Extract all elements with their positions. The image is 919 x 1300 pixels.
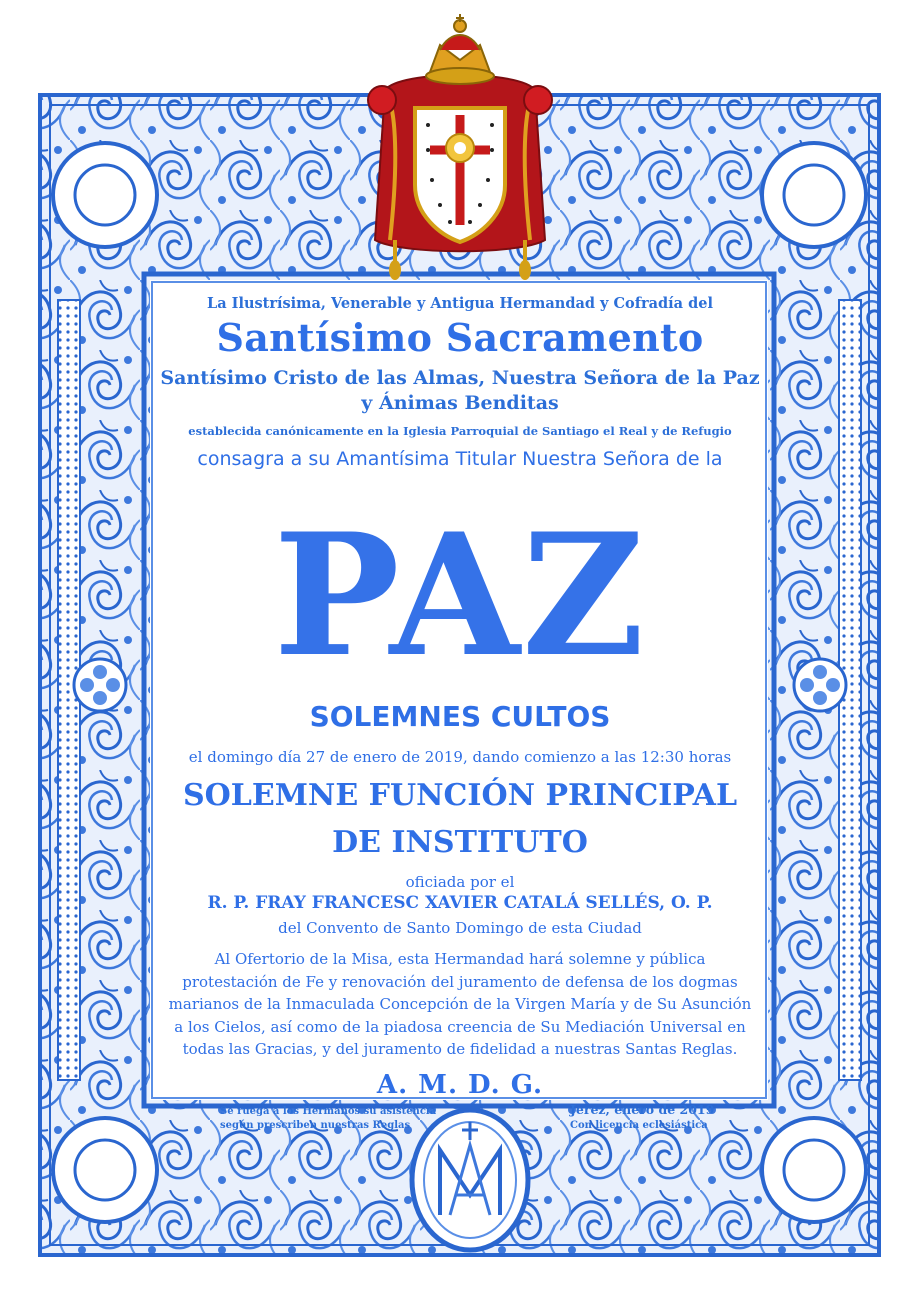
established-line: establecida canónicamente en la Iglesia Parroquial de Santiago el Real y de Refugio [188, 424, 732, 438]
brotherhood-title: Santísimo Sacramento [216, 315, 704, 360]
convento-line: del Convento de Santo Domingo de esta Ciudad [278, 919, 642, 937]
oficiada-line: oficiada por el [405, 873, 515, 891]
attendance-note-line-2: según prescriben nuestras Reglas [220, 1120, 411, 1131]
brotherhood-subtitle-1: Santísimo Cristo de las Almas, Nuestra Señora de la Paz [160, 367, 760, 389]
ofertorio-line: Al Ofertorio de la Misa, esta Hermandad hará solemne y pública [214, 950, 706, 968]
funcion-heading-1: SOLEMNE FUNCIÓN PRINCIPAL [182, 778, 738, 813]
ofertorio-line: todas las Gracias, y del juramento de fidelidad a nuestras Santas Reglas. [182, 1040, 738, 1058]
date-line: el domingo día 27 de enero de 2019, dando comienzo a las 12:30 horas [188, 748, 732, 766]
preacher-name: R. P. FRAY FRANCESC XAVIER CATALÁ SELLÉS, O. P. [207, 893, 713, 913]
intro-line: La Ilustrísima, Venerable y Antigua Hermandad y Cofradía del [207, 295, 713, 312]
ofertorio-line: marianos de la Inmaculada Concepción de la Virgen María y de Su Asunción [168, 995, 752, 1013]
place-date-block [570, 1102, 750, 1134]
poster-content [160, 285, 760, 1145]
ofertorio-line: protestación de Fe y renovación del juramento de defensa de los dogmas [182, 972, 738, 991]
attendance-note-line-1: Se ruega a los Hermanos su asistencia [220, 1106, 437, 1117]
attendance-note [220, 1105, 440, 1133]
licence-note: Con licencia eclesiástica [570, 1120, 708, 1131]
ofertorio-line: a los Cielos, así como de la piadosa creencia de Su Mediación Universal en [174, 1017, 746, 1036]
cultos-heading: SOLEMNES CULTOS [309, 700, 611, 733]
place-date: Jerez, enero de 2019 [570, 1102, 715, 1117]
brotherhood-subtitle-2: y Ánimas Benditas [361, 392, 559, 414]
consagra-line: consagra a su Amantísima Titular Nuestra Señora de la [197, 448, 723, 470]
ofertorio-paragraph [146, 948, 774, 1061]
paz-heading: PAZ [273, 496, 647, 694]
coat-of-arms-icon [368, 14, 552, 280]
funcion-heading-2: DE INSTITUTO [332, 825, 588, 860]
amdg-motto: A. M. D. G. [376, 1070, 544, 1100]
